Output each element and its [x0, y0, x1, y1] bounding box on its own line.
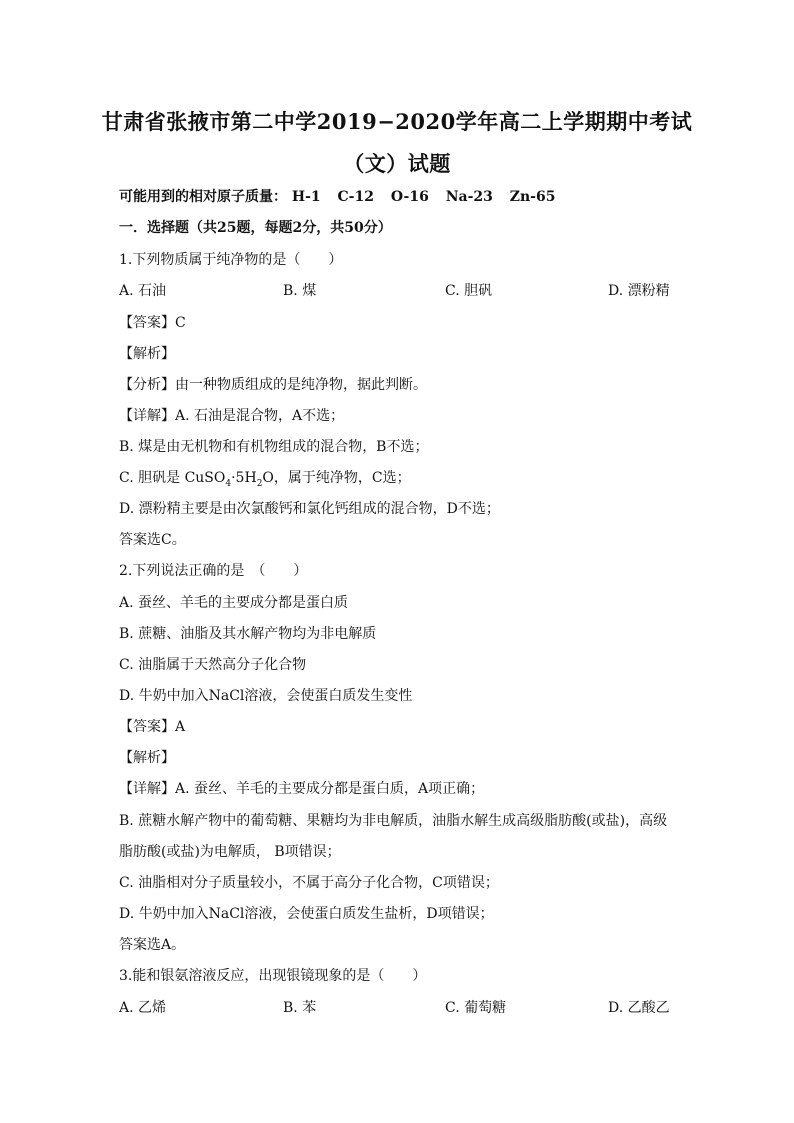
q3-option-c: C. 葡萄糖 — [445, 1000, 507, 1016]
q1-answer: 【答案】C — [119, 315, 186, 331]
q1-explain-d: D. 漂粉精主要是由次氯酸钙和氯化钙组成的混合物，D不选； — [119, 501, 500, 517]
q1-fenxi: 【分析】由一种物质组成的是纯净物，据此判断。 — [119, 377, 427, 393]
q1-option-b: B. 煤 — [283, 283, 317, 299]
q2-explain-b1: B. 蔗糖水解产物中的葡萄糖、果糖均为非电解质，油脂水解生成高级脂肪酸(或盐)，高级 — [119, 813, 668, 829]
atomic-mass-c: C-12 — [337, 189, 374, 205]
section-heading: 一．选择题（共25题，每题2分，共50分） — [119, 220, 392, 236]
q2-analysis-label: 【解析】 — [119, 750, 175, 766]
q1-analysis-label: 【解析】 — [119, 346, 175, 362]
atomic-mass-line — [119, 186, 567, 206]
q1-explain-c — [119, 467, 411, 487]
q1-c-sub2: 2 — [256, 478, 263, 489]
q3-option-a: A. 乙烯 — [119, 1000, 167, 1016]
doc-title-line2: （文）试题 — [343, 151, 451, 176]
q2-explain-d: D. 牛奶中加入NaCl溶液，会使蛋白质发生盐析，D项错误； — [119, 906, 494, 922]
q1-c-mid: ·5H — [231, 470, 257, 486]
q2-option-c: C. 油脂属于天然高分子化合物 — [119, 657, 307, 673]
q1-c-pre: C. 胆矾是 CuSO — [119, 470, 226, 486]
atomic-mass-h: H-1 — [291, 189, 321, 205]
q2-option-b: B. 蔗糖、油脂及其水解产物均为非电解质 — [119, 626, 377, 642]
q1-option-d: D. 漂粉精 — [608, 283, 670, 299]
atomic-mass-na: Na-23 — [445, 189, 493, 205]
q1-xiangjie: 【详解】A. 石油是混合物，A不选； — [119, 408, 345, 424]
q2-conclusion: 答案选A。 — [119, 937, 186, 953]
q1-c-sub1: 4 — [225, 478, 232, 489]
q3-option-b: B. 苯 — [283, 1000, 317, 1016]
q1-option-a: A. 石油 — [119, 283, 167, 299]
q1-stem: 1.下列物质属于纯净物的是（ ） — [119, 252, 343, 268]
doc-title-line1: 甘肃省张掖市第二中学2019−2020学年高二上学期期中考试 — [101, 109, 693, 134]
q2-xiangjie: 【详解】A. 蚕丝、羊毛的主要成分都是蛋白质，A项正确； — [119, 781, 485, 797]
q3-stem: 3.能和银氨溶液反应，出现银镜现象的是（ ） — [119, 968, 427, 984]
q1-conclusion: 答案选C。 — [119, 532, 186, 548]
atomic-mass-o: O-16 — [390, 189, 429, 205]
q2-stem: 2.下列说法正确的是 （ ） — [119, 563, 308, 579]
q2-option-d: D. 牛奶中加入NaCl溶液，会使蛋白质发生变性 — [119, 688, 413, 704]
q2-option-a: A. 蚕丝、羊毛的主要成分都是蛋白质 — [119, 595, 349, 611]
q1-option-c: C. 胆矾 — [445, 283, 493, 299]
atomic-mass-label: 可能用到的相对原子质量： — [119, 189, 287, 205]
q3-option-d: D. 乙酸乙 — [608, 1000, 670, 1016]
q2-explain-c: C. 油脂相对分子质量较小，不属于高分子化合物，C项错误； — [119, 875, 499, 891]
q1-c-post: O，属于纯净物，C选； — [262, 470, 411, 486]
q2-explain-b2: 脂肪酸(或盐)为电解质， B项错误； — [119, 844, 341, 860]
q1-explain-b: B. 煤是由无机物和有机物组成的混合物，B不选； — [119, 439, 429, 455]
atomic-mass-zn: Zn-65 — [509, 189, 556, 205]
q2-answer: 【答案】A — [119, 719, 186, 735]
